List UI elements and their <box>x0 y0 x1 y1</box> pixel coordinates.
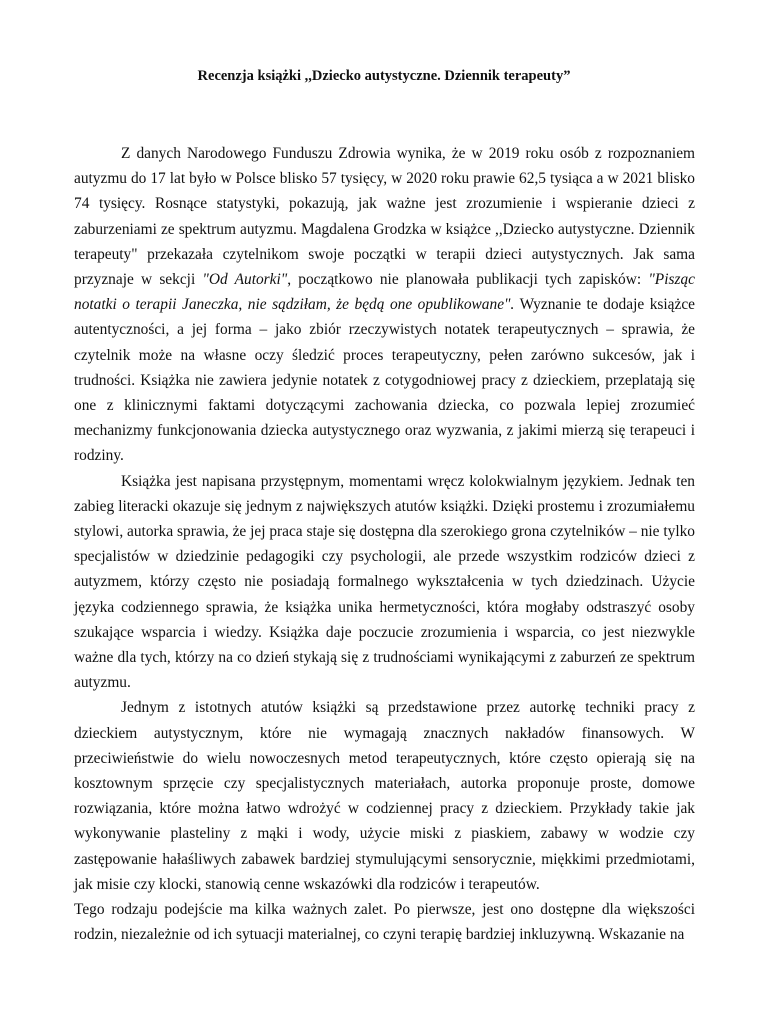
paragraph-2 <box>74 469 695 696</box>
paragraph-1-text-1: Z danych Narodowego Funduszu Zdrowia wynika, że w 2019 roku osób z rozpoznaniem autyzmu do 17 lat było w Polsce blisko 57 tysięcy, w 2020 roku prawie 62,5 tysiąca a w 2021 blisko 74 tysięcy. Rosnące statystyki, pokazują, jak ważne jest zrozumienie i wspieranie dzieci z zaburzeniami ze spektrum autyzmu. Magdalena Grodzka w książce ,,Dziecko autystyczne. Dziennik terapeuty" przekazała czytelnikom swoje początki w terapii dzieci autystycznych. Jak sama przyznaje w sekcji <box>74 145 695 289</box>
paragraph-3 <box>74 695 695 897</box>
paragraph-1-text-2: , początkowo nie planowała publikacji tych zapisków: <box>287 271 649 289</box>
paragraph-1-quote-author: "Pisząc notatki o terapii Janeczka, nie sądziłam, że będą one opublikowane". <box>74 271 695 314</box>
paragraph-2-text: Książka jest napisana przystępnym, momentami wręcz kolokwialnym językiem. Jednak ten zabieg literacki okazuje się jednym z największych atutów książki. Dzięki prostemu i zrozumiałemu stylowi, autorka sprawia, że jej praca staje się dostępna dla szerokiego grona czytelników – nie tylko specjalistów w dziedzinie pedagogiki czy psychologii, ale przede wszystkim rodziców dzieci z autyzmem, którzy często nie posiadają formalnego wykształcenia w tych dziedzinach. Użycie języka codziennego sprawia, że książka unika hermetyczności, która mogłaby odstraszyć osoby szukające wsparcia i wiedzy. Książka daje poczucie zrozumienia i wsparcia, co jest niezwykle ważne dla tych, którzy na co dzień stykają się z trudnościami wynikającymi z zaburzeń ze spektrum autyzmu. <box>74 472 695 692</box>
paragraph-1-quote-section-title: "Od Autorki" <box>202 271 288 289</box>
document-title: Recenzja książki ,,Dziecko autystyczne. Dziennik terapeuty” <box>197 68 571 84</box>
paragraph-1 <box>74 141 695 469</box>
paragraph-3-text: Jednym z istotnych atutów książki są przedstawione przez autorkę techniki pracy z dzieckiem autystycznym, które nie wymagają znacznych nakładów finansowych. W przeciwieństwie do wielu nowoczesnych metod terapeutycznych, które często opierają się na kosztownym sprzęcie czy specjalistycznych materiałach, autorka proponuje proste, domowe rozwiązania, które można łatwo wdrożyć w codziennej pracy z dzieckiem. Przykłady takie jak wykonywanie plasteliny z mąki i wody, użycie miski z piaskiem, zabawy w wodzie czy zastępowanie hałaśliwych zabawek bardziej stymulującymi sensorycznie, miękkimi przedmiotami, jak misie czy klocki, stanowią cenne wskazówki dla rodziców i terapeutów. <box>74 699 695 893</box>
paragraph-1-text-3: Wyznanie te dodaje książce autentyczności, a jej forma – jako zbiór rzeczywistych notatek terapeutycznych – sprawia, że czytelnik może na własne oczy śledzić proces terapeutyczny, pełen zarówno sukcesów, jak i trudności. Książka nie zawiera jedynie notatek z cotygodniowej pracy z dzieckiem, przeplatają się one z klinicznymi faktami dotyczącymi zachowania dziecka, co pozwala lepiej zrozumieć mechanizmy funkcjonowania dziecka autystycznego oraz wyzwania, z jakimi mierzą się terapeuci i rodziny. <box>74 296 695 465</box>
paragraph-4 <box>74 897 695 947</box>
document-body <box>74 141 695 948</box>
paragraph-4-text: Tego rodzaju podejście ma kilka ważnych zalet. Po pierwsze, jest ono dostępne dla większości rodzin, niezależnie od ich sytuacji materialnej, co czyni terapię bardziej inkluzywną. Wskazanie na <box>74 901 695 944</box>
